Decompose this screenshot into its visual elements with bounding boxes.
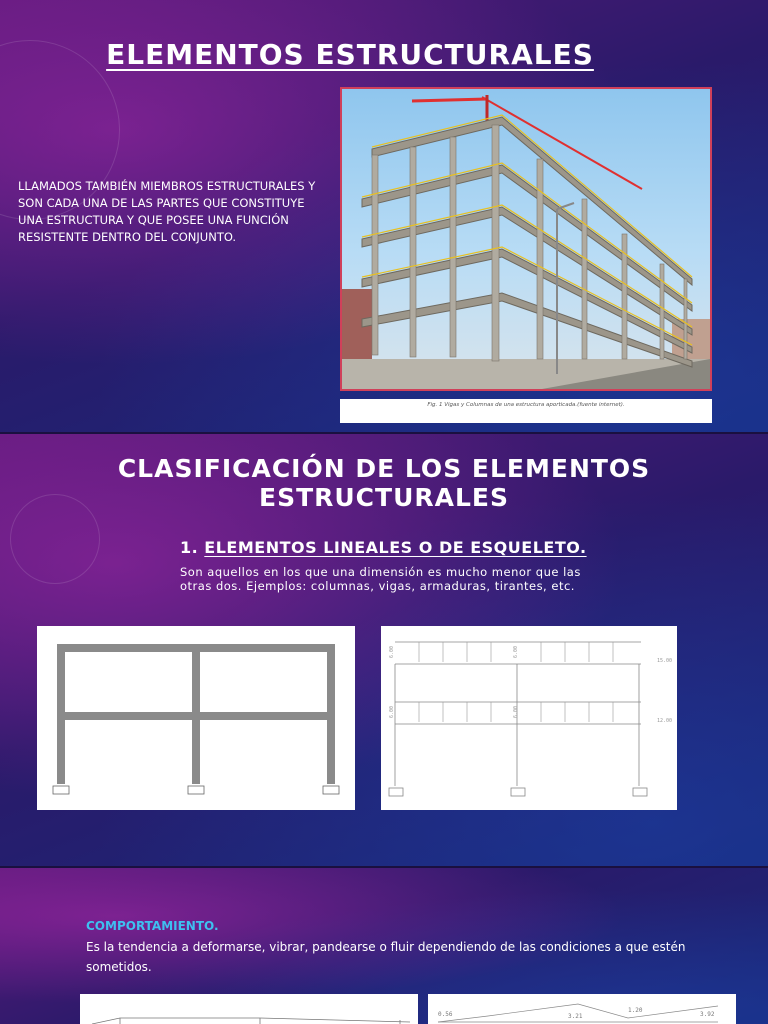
load-label: 12.00 [657,718,673,724]
section-heading-text: ELEMENTOS LINEALES O DE ESQUELETO. [204,538,587,557]
section-heading [180,538,587,557]
slide-3 [0,868,768,1024]
figure-caption: Fig. 1 Vigas y Columnas de una estructura aporticada.(fuente internet). [340,399,712,423]
frame-load-drawing [381,626,677,810]
diagram-label: 0.56 [438,1011,453,1018]
slide-title: CLASIFICACIÓN DE LOS ELEMENTOS ESTRUCTURALES [117,454,651,512]
moment-drawing [428,994,736,1024]
slide-body-text: LLAMADOS TAMBIÉN MIEMBROS ESTRUCTURALES Y SON CADA UNA DE LAS PARTES QUE CONSTITUYE UNA ESTRUCTURA Y QUE POSEE UNA FUNCIÓN RESISTENTE DENTRO DEL CONJUNTO. [18,179,316,244]
slide-2 [0,434,768,866]
section-body-text: Es la tendencia a deformarse, vibrar, pandearse o fluir dependiendo de las condiciones a que estén sometidos. [86,940,686,974]
building-photo [340,87,712,391]
section-body-text: Son aquellos en los que una dimensión es mucho menor que las otras dos. Ejemplos: columnas, vigas, armaduras, tirantes, etc. [180,565,581,593]
deformed-frame-drawing [80,994,418,1024]
load-diagram [381,626,677,810]
diagram-label: 1.20 [628,1007,643,1014]
slide-1 [0,0,768,432]
deformation-diagram [80,994,418,1024]
load-label: 15.00 [657,658,673,664]
moment-diagram [428,994,736,1024]
load-label: 6.00 [513,705,519,718]
construction-building-illustration [342,89,710,389]
frame-diagram [37,626,355,810]
slide-title: ELEMENTOS ESTRUCTURALES [106,38,594,71]
load-label: 6.00 [513,645,519,658]
portal-frame-drawing [37,626,355,810]
section-number: 1. [180,538,199,557]
diagram-label: 3.92 [700,1011,715,1018]
load-label: 6.00 [389,645,395,658]
section-heading: COMPORTAMIENTO. [86,919,219,933]
load-label: 6.00 [389,705,395,718]
diagram-label: 3.21 [568,1013,583,1020]
